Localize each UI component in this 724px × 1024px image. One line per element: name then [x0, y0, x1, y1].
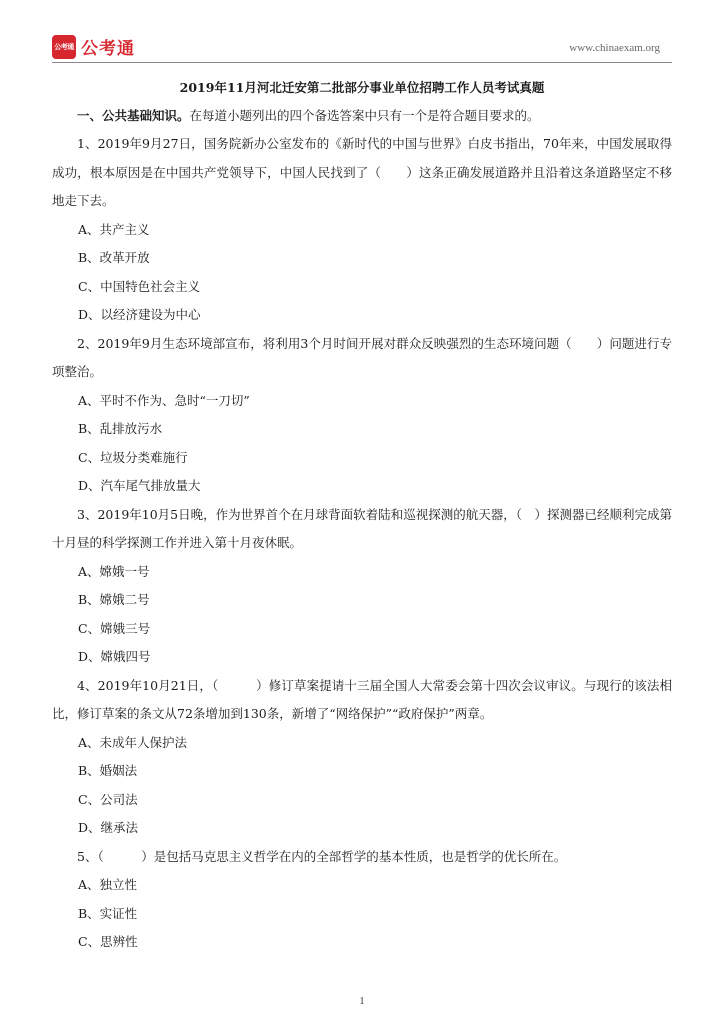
answer-option[interactable]: B、改革开放 — [78, 250, 150, 265]
answer-option[interactable]: D、继承法 — [78, 820, 139, 835]
page-title: 2019年11月河北迁安第二批部分事业单位招聘工作人员考试真题 — [179, 80, 545, 95]
question-2 — [52, 330, 672, 501]
question-3 — [52, 501, 672, 672]
answer-option[interactable]: C、公司法 — [78, 791, 138, 807]
question-stem: 1、2019年9月27日，国务院新办公室发布的《新时代的中国与世界》白皮书指出，70年来，中国发展取得成功，根本原因是在中国共产党领导下，中国人民找到了（ ）这条正确发展道路并且沿着这条道路坚定不移地走下去。 — [52, 136, 672, 208]
answer-option[interactable]: B、实证性 — [78, 905, 138, 921]
answer-option[interactable]: A、平时不作为、急时“一刀切” — [78, 392, 250, 408]
logo[interactable] — [52, 34, 135, 59]
answer-option[interactable]: C、垃圾分类难施行 — [78, 449, 188, 465]
question-stem: 3、2019年10月5日晚，作为世界首个在月球背面软着陆和巡视探测的航天器，（ ）探测器已经顺利完成第十月昼的科学探测工作并进入第十月夜休眠。 — [52, 506, 672, 550]
question-1 — [52, 130, 672, 330]
question-stem: 4、2019年10月21日，（ ）修订草案提请十三届全国人大常委会第十四次会议审议。与现行的该法相比，修订草案的条文从72条增加到130条，新增了“网络保护”“政府保护”两章。 — [52, 677, 672, 721]
answer-option[interactable]: A、嫦娥一号 — [78, 563, 150, 579]
page-header — [52, 30, 672, 64]
section-instruction: 在每道小题列出的四个备选答案中只有一个是符合题目要求的。 — [189, 108, 540, 123]
answer-option[interactable]: B、嫦娥二号 — [78, 592, 150, 607]
question-4 — [52, 672, 672, 843]
header-divider — [52, 62, 672, 63]
answer-option[interactable]: C、中国特色社会主义 — [78, 278, 201, 294]
document-body — [52, 74, 672, 957]
answer-option[interactable]: C、思辨性 — [78, 934, 138, 949]
page-number: 1 — [359, 996, 365, 1007]
answer-option[interactable]: D、汽车尾气排放量大 — [78, 478, 201, 493]
section-heading: 一、公共基础知识。 — [77, 108, 190, 123]
site-url-link[interactable]: www.chinaexam.org — [569, 42, 660, 54]
answer-option[interactable]: A、未成年人保护法 — [78, 734, 188, 750]
answer-option[interactable]: D、以经济建设为中心 — [78, 307, 201, 322]
question-stem: 2、2019年9月生态环境部宣布，将利用3个月时间开展对群众反映强烈的生态环境问题（ ）问题进行专项整治。 — [52, 335, 672, 379]
question-5 — [52, 843, 672, 957]
answer-option[interactable]: A、独立性 — [78, 877, 138, 892]
answer-option[interactable]: C、嫦娥三号 — [78, 620, 151, 636]
logo-badge-icon: 公考通 — [52, 35, 76, 59]
answer-option[interactable]: B、婚姻法 — [78, 763, 138, 778]
section-heading-line — [52, 102, 672, 130]
answer-option[interactable]: B、乱排放污水 — [78, 421, 163, 436]
answer-option[interactable]: A、共产主义 — [78, 221, 150, 237]
question-stem: 5、（ ）是包括马克思主义哲学在内的全部哲学的基本性质，也是哲学的优长所在。 — [77, 848, 567, 864]
answer-option[interactable]: D、嫦娥四号 — [78, 649, 151, 664]
logo-text: 公考通 — [81, 39, 135, 59]
